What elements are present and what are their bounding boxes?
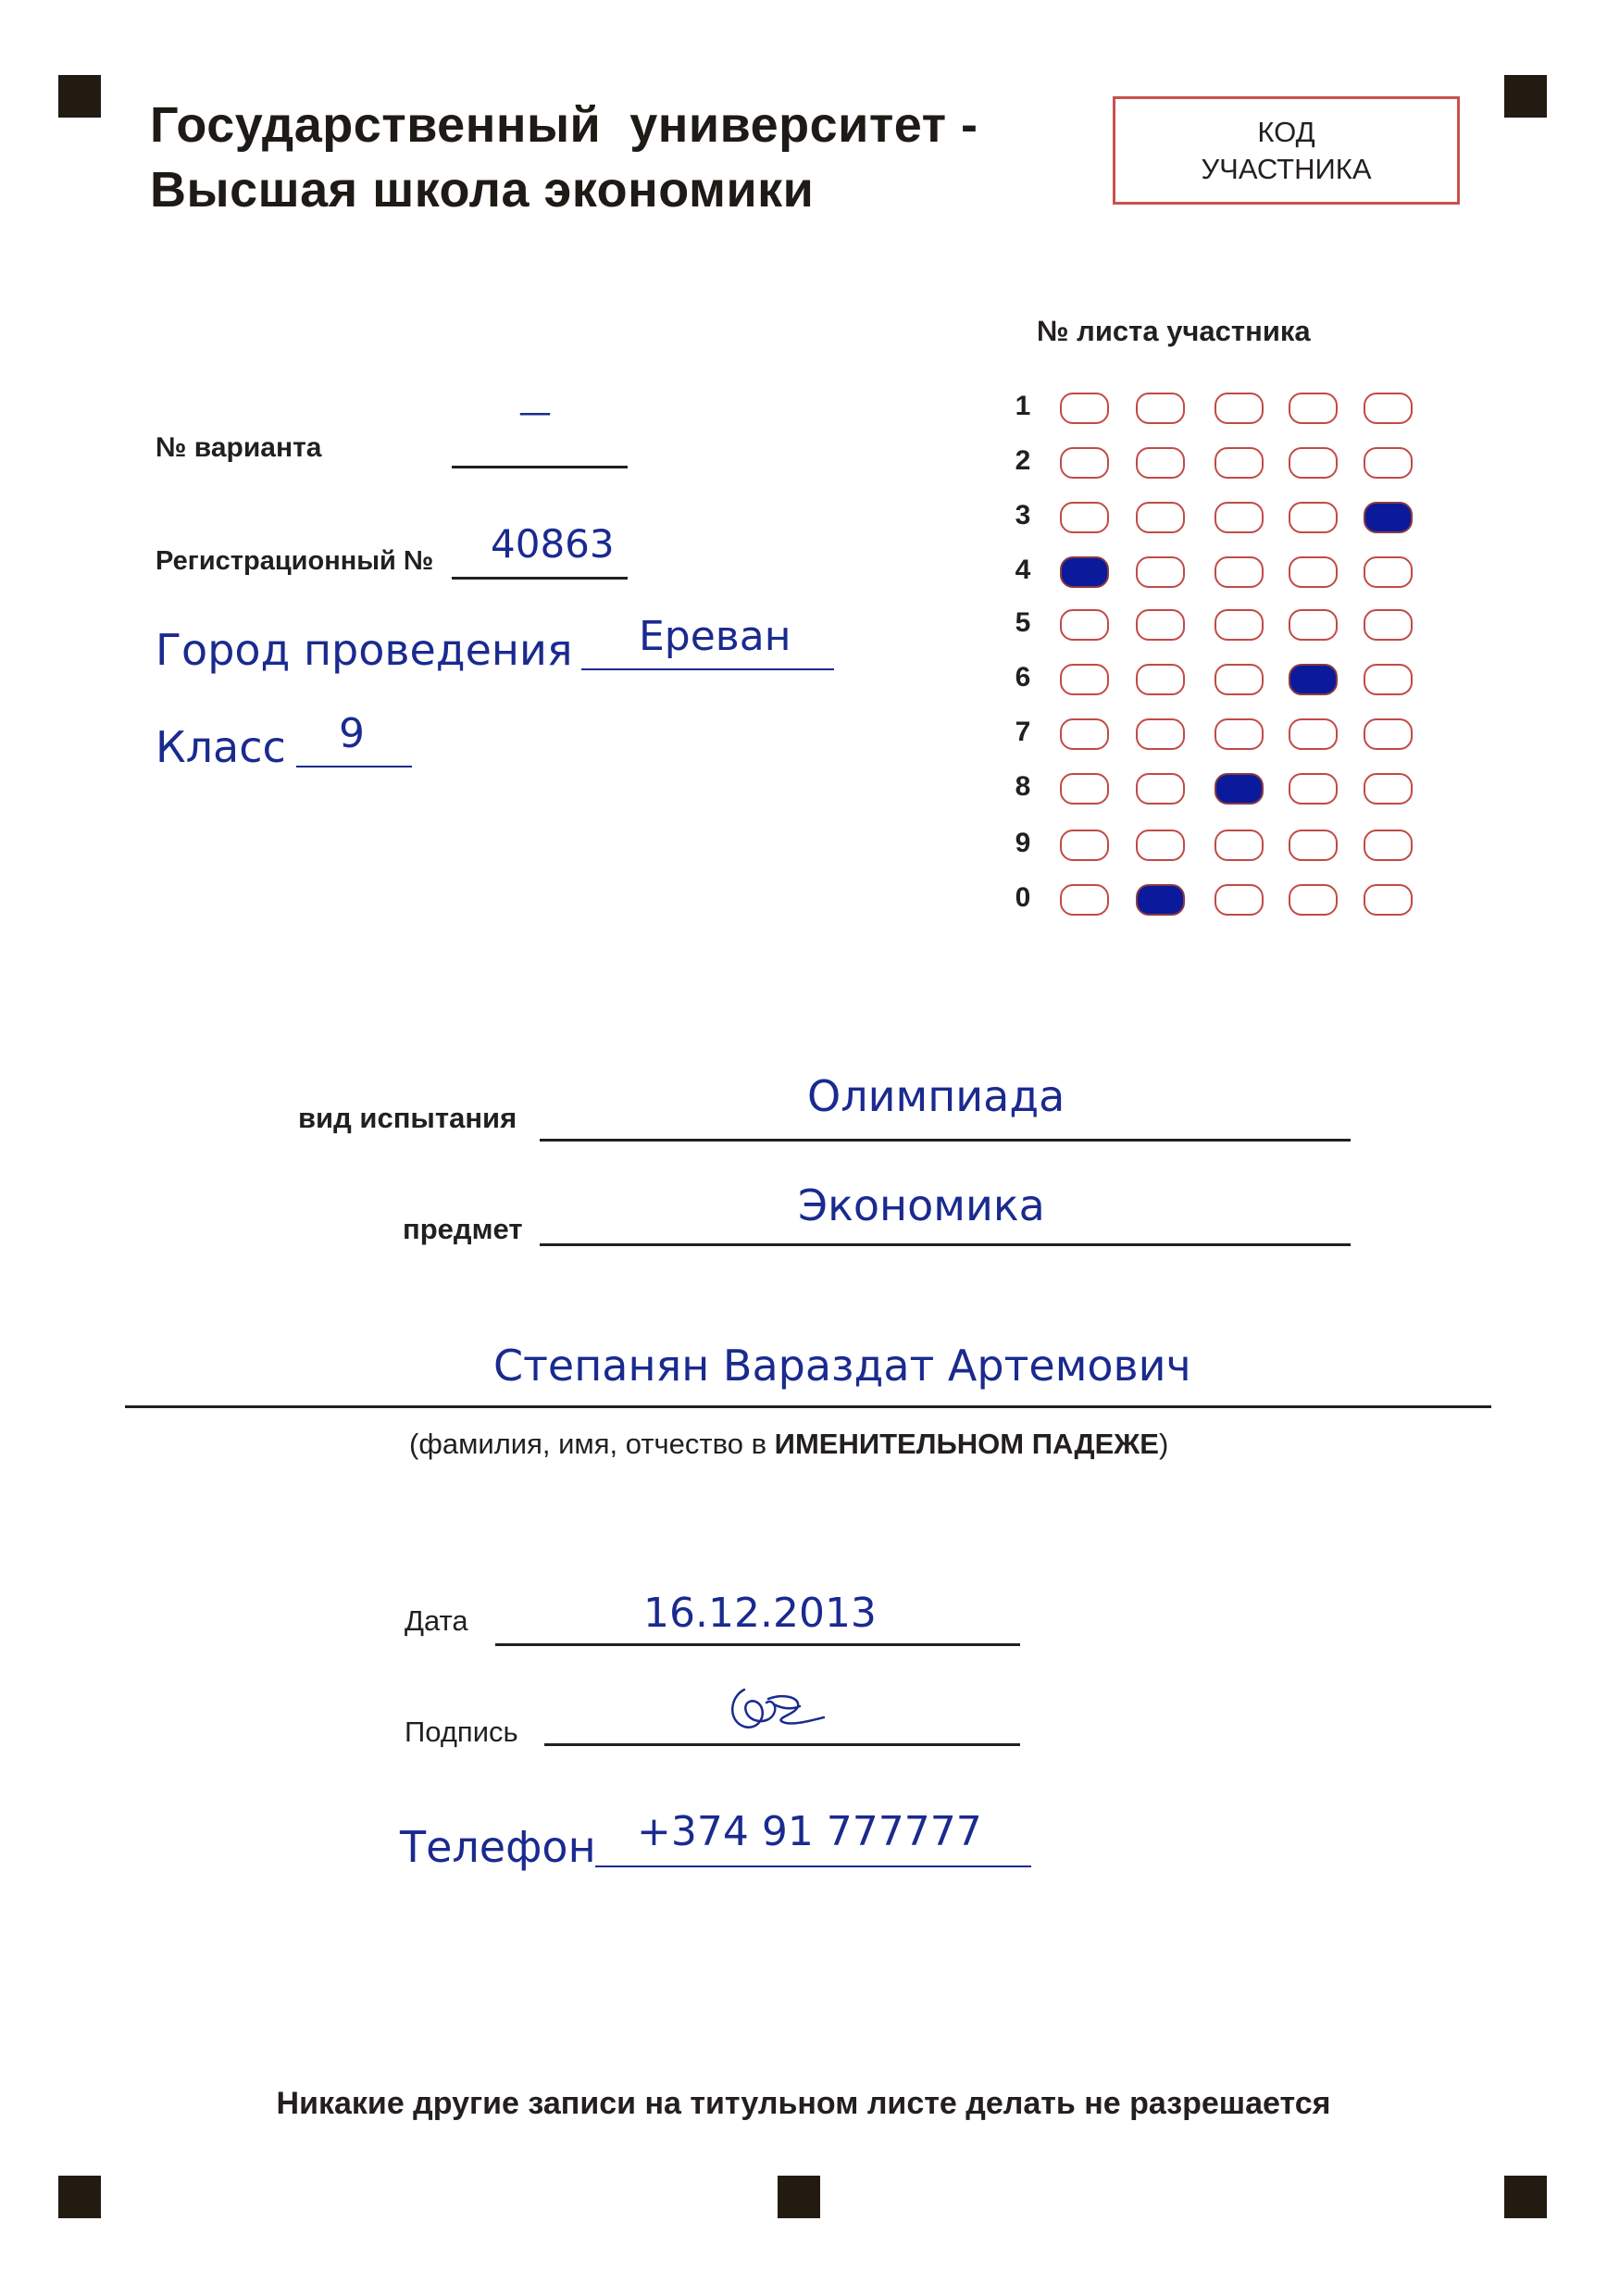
sheet-number-row-label: 5	[1015, 607, 1031, 638]
registration-mark-top-left	[58, 75, 101, 118]
sheet-number-bubble[interactable]	[1215, 830, 1264, 861]
sheet-number-bubble[interactable]	[1289, 502, 1338, 533]
sheet-number-row-label: 1	[1015, 391, 1031, 421]
sheet-number-bubble[interactable]	[1364, 447, 1413, 479]
sheet-number-bubble[interactable]	[1136, 502, 1185, 533]
sheet-number-bubble[interactable]	[1060, 502, 1109, 533]
phone-value[interactable]: +374 91 777777	[637, 1808, 982, 1855]
sheet-number-bubble-filled[interactable]	[1060, 556, 1109, 588]
sheet-number-bubble[interactable]	[1215, 556, 1264, 588]
subject-label: предмет	[403, 1213, 523, 1245]
sheet-number-bubble-filled[interactable]	[1136, 884, 1185, 916]
full-name-value[interactable]: Степанян Вараздат Артемович	[493, 1341, 1191, 1391]
sheet-number-bubble-filled[interactable]	[1364, 502, 1413, 533]
sheet-number-label: № листа участника	[1037, 315, 1311, 347]
full-name-hint-pre: (фамилия, имя, отчество в	[409, 1428, 775, 1460]
registration-number-value[interactable]: 40863	[491, 521, 615, 567]
sheet-number-bubble[interactable]	[1136, 773, 1185, 805]
sheet-number-row-label: 3	[1015, 500, 1031, 530]
city-label: Город проведения	[156, 625, 573, 675]
sheet-number-bubble[interactable]	[1215, 884, 1264, 916]
sheet-number-bubble-filled[interactable]	[1289, 664, 1338, 695]
full-name-hint	[409, 1428, 1168, 1461]
sheet-number-bubble[interactable]	[1060, 393, 1109, 424]
test-type-label: вид испытания	[298, 1102, 517, 1134]
sheet-number-bubble[interactable]	[1364, 830, 1413, 861]
sheet-number-bubble[interactable]	[1136, 556, 1185, 588]
code-box-line1: КОД	[1257, 115, 1315, 148]
sheet-number-bubble[interactable]	[1289, 884, 1338, 916]
full-name-hint-post: )	[1158, 1428, 1169, 1460]
registration-mark-bottom-center	[778, 2176, 820, 2218]
sheet-number-bubble[interactable]	[1364, 393, 1413, 424]
variant-value[interactable]: —	[518, 393, 552, 431]
footer-notice: Никакие другие записи на титульном листе делать не разрешается	[276, 2086, 1331, 2121]
date-value[interactable]: 16.12.2013	[643, 1590, 877, 1637]
test-type-value[interactable]: Олимпиада	[807, 1071, 1065, 1121]
sheet-number-bubble[interactable]	[1136, 447, 1185, 479]
sheet-number-bubble[interactable]	[1136, 609, 1185, 641]
city-value[interactable]: Ереван	[639, 613, 791, 660]
sheet-number-bubble[interactable]	[1136, 393, 1185, 424]
sheet-number-bubble[interactable]	[1136, 664, 1185, 695]
date-label: Дата	[405, 1604, 468, 1637]
sheet-number-row-label: 4	[1015, 555, 1031, 585]
registration-number-line	[452, 577, 628, 580]
sheet-number-bubble[interactable]	[1215, 718, 1264, 750]
sheet-number-bubble[interactable]	[1215, 502, 1264, 533]
sheet-number-bubble[interactable]	[1289, 447, 1338, 479]
sheet-number-bubble[interactable]	[1136, 830, 1185, 861]
subject-value[interactable]: Экономика	[798, 1180, 1045, 1230]
registration-mark-bottom-left	[58, 2176, 101, 2218]
sheet-number-bubble[interactable]	[1289, 393, 1338, 424]
sheet-number-bubble[interactable]	[1289, 556, 1338, 588]
phone-line	[595, 1866, 1031, 1867]
sheet-number-bubble[interactable]	[1364, 773, 1413, 805]
subject-line	[540, 1243, 1351, 1246]
variant-line	[452, 466, 628, 468]
code-box-line2: УЧАСТНИКА	[1201, 152, 1372, 185]
sheet-number-bubble-filled[interactable]	[1215, 773, 1264, 805]
class-line	[296, 766, 412, 767]
sheet-number-bubble[interactable]	[1060, 609, 1109, 641]
full-name-line	[125, 1405, 1491, 1408]
variant-label: № варианта	[156, 432, 322, 463]
sheet-number-bubble[interactable]	[1289, 718, 1338, 750]
sheet-number-bubble[interactable]	[1364, 609, 1413, 641]
sheet-number-bubble[interactable]	[1215, 664, 1264, 695]
signature-line	[544, 1743, 1020, 1746]
class-label: Класс	[156, 722, 286, 772]
sheet-number-bubble[interactable]	[1364, 718, 1413, 750]
sheet-number-bubble[interactable]	[1215, 393, 1264, 424]
phone-label: Телефон	[400, 1822, 596, 1872]
sheet-number-bubble[interactable]	[1060, 830, 1109, 861]
test-type-line	[540, 1139, 1351, 1142]
date-line	[495, 1643, 1020, 1646]
sheet-number-row-label: 8	[1015, 771, 1031, 802]
sheet-number-bubble[interactable]	[1060, 718, 1109, 750]
sheet-number-bubble[interactable]	[1364, 884, 1413, 916]
sheet-number-bubble[interactable]	[1060, 773, 1109, 805]
participant-code-box	[1113, 96, 1460, 205]
sheet-number-row-label: 9	[1015, 828, 1031, 858]
sheet-number-bubble[interactable]	[1060, 884, 1109, 916]
full-name-hint-bold: ИМЕНИТЕЛЬНОМ ПАДЕЖЕ	[774, 1428, 1159, 1460]
sheet-number-row-label: 6	[1015, 662, 1031, 693]
city-line	[581, 668, 834, 670]
sheet-number-row-label: 7	[1015, 717, 1031, 747]
signature-scribble[interactable]	[720, 1680, 831, 1736]
sheet-number-row-label: 0	[1015, 882, 1031, 913]
university-title-line2: Высшая школа экономики	[150, 162, 815, 218]
signature-label: Подпись	[405, 1716, 518, 1748]
sheet-number-bubble[interactable]	[1289, 609, 1338, 641]
university-title	[150, 93, 978, 222]
sheet-number-bubble[interactable]	[1060, 664, 1109, 695]
sheet-number-bubble[interactable]	[1060, 447, 1109, 479]
sheet-number-row-label: 2	[1015, 445, 1031, 476]
university-title-line1: Государственный университет -	[150, 97, 978, 153]
sheet-number-bubble[interactable]	[1364, 664, 1413, 695]
registration-number-label: Регистрационный №	[156, 546, 434, 576]
sheet-number-bubble[interactable]	[1136, 718, 1185, 750]
registration-mark-bottom-right	[1504, 2176, 1547, 2218]
class-value[interactable]: 9	[339, 710, 365, 757]
sheet-number-bubble[interactable]	[1289, 773, 1338, 805]
sheet-number-bubble[interactable]	[1215, 447, 1264, 479]
sheet-number-bubble[interactable]	[1289, 830, 1338, 861]
sheet-number-bubble[interactable]	[1364, 556, 1413, 588]
registration-mark-top-right	[1504, 75, 1547, 118]
sheet-number-bubble[interactable]	[1215, 609, 1264, 641]
